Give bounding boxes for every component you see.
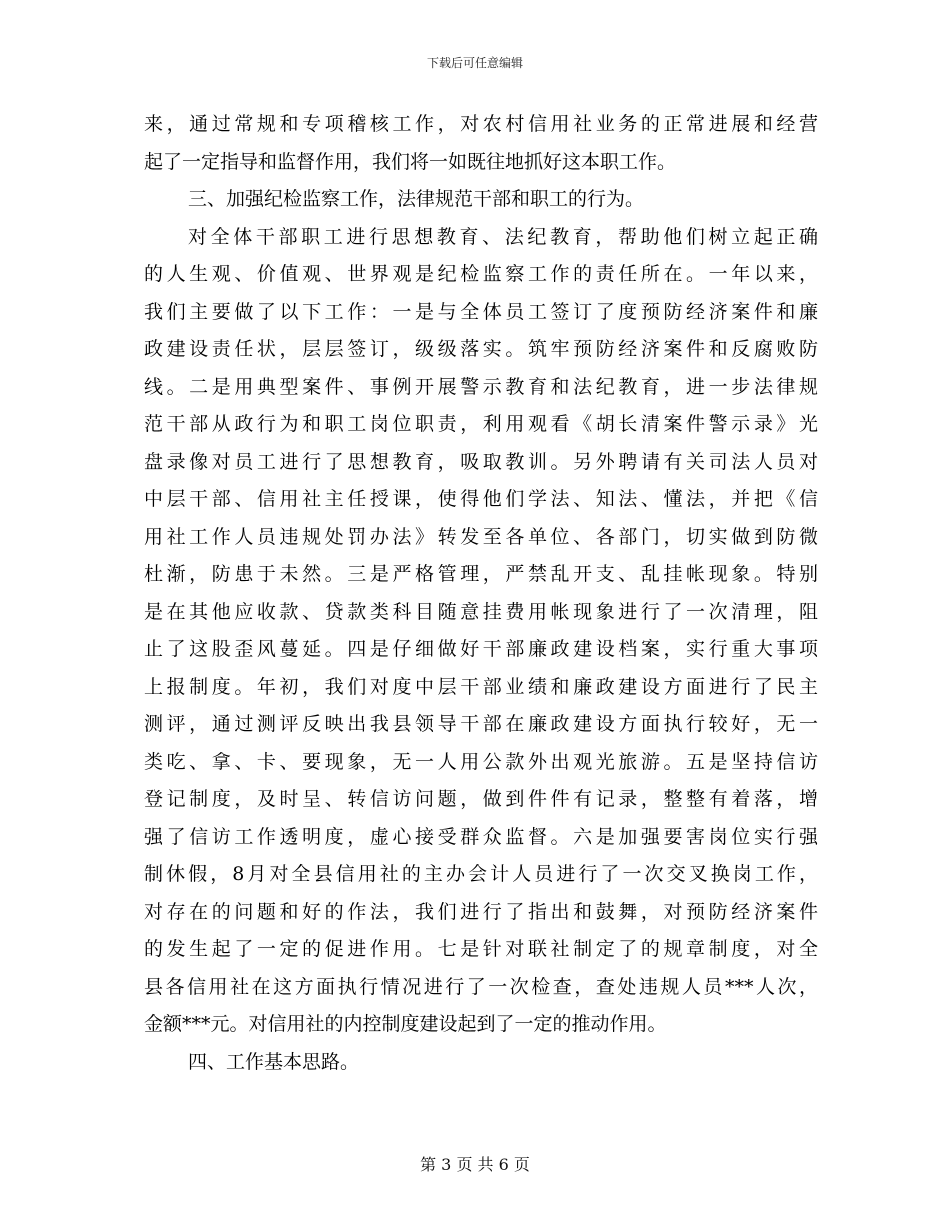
text-line: 金额***元。对信用社的内控制度建设起到了一定的推动作用。 bbox=[144, 1013, 667, 1035]
text-line: 上报制度。年初，我们对度中层干部业绩和廉政建设方面进行了民主 bbox=[144, 675, 818, 698]
text-line: 制休假，8月对全县信用社的主办会计人员进行了一次交叉换岗工作， bbox=[144, 863, 818, 885]
text-line: 县各信用社在这方面执行情况进行了一次检查，查处违规人员***人次， bbox=[144, 975, 818, 998]
page-header: 下载后可任意编辑 bbox=[426, 56, 523, 70]
text-line: 登记制度，及时呈、转信访问题，做到件件有记录，整整有着落，增 bbox=[144, 788, 818, 810]
text-line: 对存在的问题和好的作法，我们进行了指出和鼓舞，对预防经济案件 bbox=[144, 900, 818, 923]
text-line: 类吃、拿、卡、要现象，无一人用公款外出观光旅游。五是坚持信访 bbox=[144, 750, 818, 773]
text-line: 对全体干部职工进行思想教育、法纪教育，帮助他们树立起正确 bbox=[188, 225, 818, 248]
text-line: 的发生起了一定的促进作用。七是针对联社制定了的规章制度，对全 bbox=[144, 938, 818, 960]
text-line: 范干部从政行为和职工岗位职责，利用观看《胡长清案件警示录》光 bbox=[144, 413, 818, 435]
text-line: 起了一定指导和监督作用，我们将一如既往地抓好这本职工作。 bbox=[144, 150, 677, 173]
section-heading: 三、加强纪检监察工作，法律规范干部和职工的行为。 bbox=[188, 188, 645, 210]
text-line: 杜渐，防患于未然。三是严格管理，严禁乱开支、乱挂帐现象。特别 bbox=[144, 563, 818, 585]
text-line: 盘录像对员工进行了思想教育，吸取教训。另外聘请有关司法人员对 bbox=[144, 450, 818, 473]
text-line: 的人生观、价值观、世界观是纪检监察工作的责任所在。一年以来， bbox=[144, 263, 818, 285]
text-line: 线。二是用典型案件、事例开展警示教育和法纪教育，进一步法律规 bbox=[144, 375, 818, 398]
document-body bbox=[144, 106, 818, 1081]
section-heading: 四、工作基本思路。 bbox=[188, 1050, 360, 1073]
text-line: 止了这股歪风蔓延。四是仔细做好干部廉政建设档案，实行重大事项 bbox=[144, 638, 818, 660]
text-line: 用社工作人员违规处罚办法》转发至各单位、各部门，切实做到防微 bbox=[144, 525, 818, 548]
text-line: 强了信访工作透明度，虚心接受群众监督。六是加强要害岗位实行强 bbox=[144, 825, 818, 848]
text-line: 测评，通过测评反映出我县领导干部在廉政建设方面执行较好，无一 bbox=[144, 713, 818, 735]
text-line: 来，通过常规和专项稽核工作，对农村信用社业务的正常进展和经营 bbox=[144, 113, 818, 135]
page-number: 第 3 页 共 6 页 bbox=[420, 1155, 530, 1174]
text-line: 政建设责任状，层层签订，级级落实。筑牢预防经济案件和反腐败防 bbox=[144, 338, 818, 360]
text-line: 中层干部、信用社主任授课，使得他们学法、知法、懂法，并把《信 bbox=[144, 488, 818, 510]
text-line: 我们主要做了以下工作：一是与全体员工签订了度预防经济案件和廉 bbox=[144, 300, 818, 323]
text-line: 是在其他应收款、贷款类科目随意挂费用帐现象进行了一次清理，阻 bbox=[144, 600, 818, 623]
